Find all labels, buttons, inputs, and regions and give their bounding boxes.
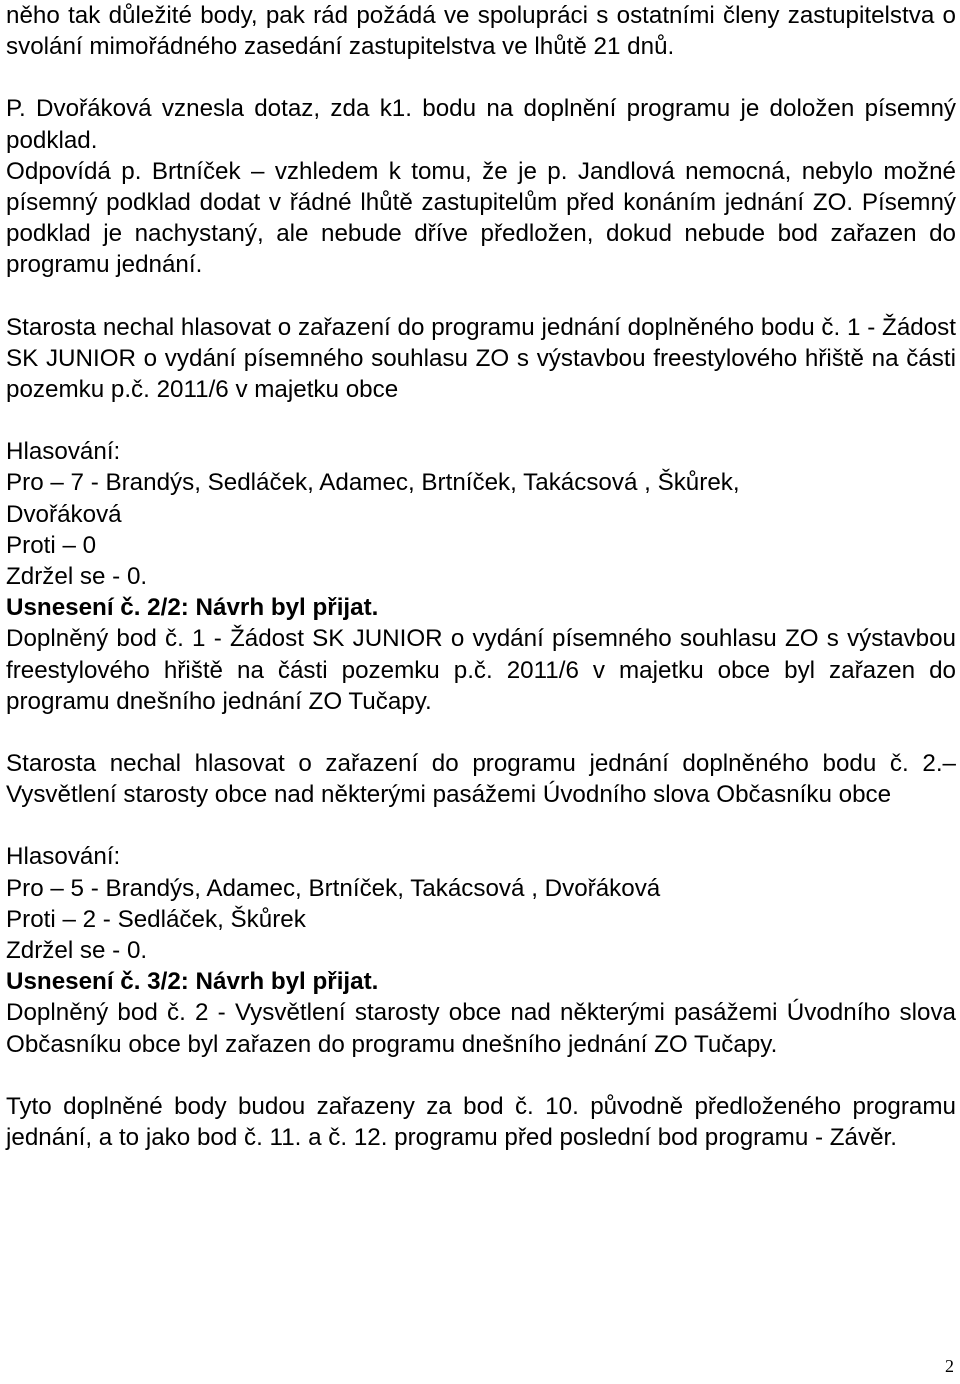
vote-block-1 xyxy=(6,436,956,623)
vote-block-2 xyxy=(6,841,956,997)
vote-abstain: Zdržel se - 0. xyxy=(6,937,148,965)
spacer xyxy=(6,405,956,436)
vote-heading: Hlasování: xyxy=(6,438,121,466)
paragraph-meeting-request: něho tak důležité body, pak rád požádá ve spolupráci s ostatními členy zastupitelstva o svolání mimořádného zasedání zastupitelstva ve lhůtě 21 dnů. xyxy=(6,2,956,61)
spacer xyxy=(6,62,956,93)
spacer xyxy=(6,810,956,841)
vote-pro: Pro – 7 - Brandýs, Sedláček, Adamec, Brtníček, Takácsová , Škůrek, xyxy=(6,469,740,497)
page-number: 2 xyxy=(945,1356,954,1376)
spacer xyxy=(6,717,956,748)
vote-proti: Proti – 0 xyxy=(6,531,97,559)
vote-heading: Hlasování: xyxy=(6,843,121,871)
spacer xyxy=(6,281,956,312)
paragraph-question: P. Dvořáková vznesla dotaz, zda k1. bodu na doplnění programu je doložen písemný podklad. xyxy=(6,95,956,154)
vote-abstain: Zdržel se - 0. xyxy=(6,563,148,591)
resolution: Usnesení č. 2/2: Návrh byl přijat. xyxy=(6,594,379,622)
vote-pro: Pro – 5 - Brandýs, Adamec, Brtníček, Takácsová , Dvořáková xyxy=(6,874,661,902)
paragraph-answer: Odpovídá p. Brtníček – vzhledem k tomu, že je p. Jandlová nemocná, nebylo možné písemný podklad dodat v řádné lhůtě zastupitelům před konáním jednání ZO. Písemný podklad je nachystaný, ale nebude dříve předložen, dokud nebude bod zařazen do programu jednání. xyxy=(6,157,956,279)
paragraph-added-item-2: Doplněný bod č. 2 - Vysvětlení starosty obce nad některými pasážemi Úvodního slova Občasníku obce byl zařazen do programu dnešního jednání ZO Tučapy. xyxy=(6,999,956,1058)
spacer xyxy=(6,1060,956,1091)
resolution: Usnesení č. 3/2: Návrh byl přijat. xyxy=(6,968,379,996)
paragraph-vote-proposal-1: Starosta nechal hlasovat o zařazení do programu jednání doplněného bodu č. 1 - Žádost SK JUNIOR o vydání písemného souhlasu ZO s výstavbou freestylového hřiště na části pozemku p.č. 2011/6 v majetku obce xyxy=(6,313,956,404)
paragraph-vote-proposal-2: Starosta nechal hlasovat o zařazení do programu jednání doplněného bodu č. 2.– Vysvětlení starosty obce nad některými pasážemi Úvodního slova Občasníku obce xyxy=(6,750,956,809)
vote-pro-continued: Dvořáková xyxy=(6,500,122,528)
document-page xyxy=(6,0,956,1153)
vote-proti: Proti – 2 - Sedláček, Škůrek xyxy=(6,905,306,933)
paragraph-ordering: Tyto doplněné body budou zařazeny za bod č. 10. původně předloženého programu jednání, a to jako bod č. 11. a č. 12. programu před poslední bod programu - Závěr. xyxy=(6,1092,956,1152)
paragraph-added-item-1: Doplněný bod č. 1 - Žádost SK JUNIOR o vydání písemného souhlasu ZO s výstavbou freestylového hřiště na části pozemku p.č. 2011/6 v majetku obce byl zařazen do programu dnešního jednání ZO Tučapy. xyxy=(6,625,956,715)
